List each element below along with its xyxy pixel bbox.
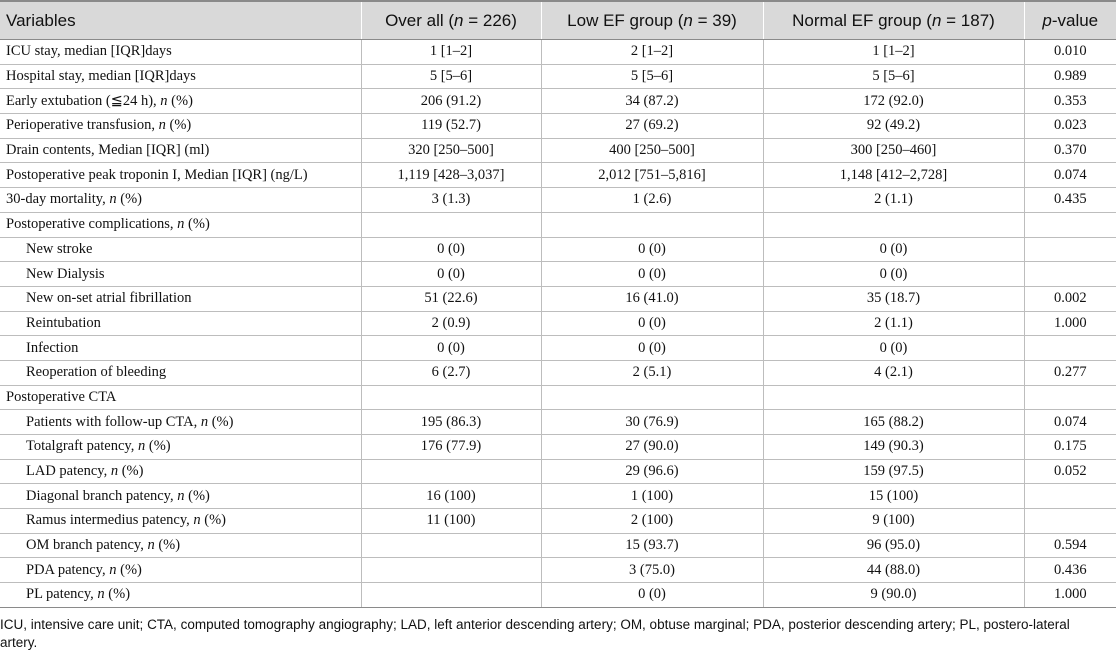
cell-pvalue: [1024, 336, 1116, 361]
cell-normal-ef: 9 (90.0): [763, 583, 1024, 608]
cell-overall: 206 (91.2): [361, 89, 541, 114]
cell-pvalue: [1024, 385, 1116, 410]
table-row: [0, 138, 1116, 163]
cell-normal-ef: 9 (100): [763, 509, 1024, 534]
cell-pvalue: 0.175: [1024, 435, 1116, 460]
cell-pvalue: 0.436: [1024, 558, 1116, 583]
cell-low-ef: 34 (87.2): [541, 89, 763, 114]
cell-low-ef: 27 (90.0): [541, 435, 763, 460]
cell-pvalue: 0.052: [1024, 459, 1116, 484]
cell-overall: 0 (0): [361, 336, 541, 361]
cell-pvalue: [1024, 212, 1116, 237]
cell-pvalue: 1.000: [1024, 583, 1116, 608]
table-row: [0, 311, 1116, 336]
cell-pvalue: 0.010: [1024, 40, 1116, 65]
cell-low-ef: 2 (5.1): [541, 360, 763, 385]
cell-overall: 0 (0): [361, 237, 541, 262]
cell-overall: 320 [250–500]: [361, 138, 541, 163]
table-row: [0, 459, 1116, 484]
cell-pvalue: 0.002: [1024, 286, 1116, 311]
table-row: [0, 484, 1116, 509]
cell-overall: 119 (52.7): [361, 114, 541, 139]
cell-overall: 11 (100): [361, 509, 541, 534]
table-row: [0, 336, 1116, 361]
cell-normal-ef: 1 [1–2]: [763, 40, 1024, 65]
row-label: 30-day mortality, n (%): [0, 188, 361, 213]
cell-overall: 5 [5–6]: [361, 64, 541, 89]
table-row: [0, 114, 1116, 139]
cell-overall: 2 (0.9): [361, 311, 541, 336]
cell-overall: [361, 385, 541, 410]
cell-normal-ef: 0 (0): [763, 237, 1024, 262]
table-row: [0, 385, 1116, 410]
header-low-ef: Low EF group (n = 39): [541, 1, 763, 40]
cell-low-ef: 2 [1–2]: [541, 40, 763, 65]
row-label: New on-set atrial fibrillation: [0, 286, 361, 311]
row-label: Drain contents, Median [IQR] (ml): [0, 138, 361, 163]
table-row: [0, 360, 1116, 385]
row-label: Postoperative complications, n (%): [0, 212, 361, 237]
table-row: [0, 509, 1116, 534]
cell-low-ef: 2,012 [751–5,816]: [541, 163, 763, 188]
cell-overall: [361, 583, 541, 608]
cell-normal-ef: 1,148 [412–2,728]: [763, 163, 1024, 188]
row-label: Postoperative CTA: [0, 385, 361, 410]
cell-pvalue: 1.000: [1024, 311, 1116, 336]
cell-normal-ef: 44 (88.0): [763, 558, 1024, 583]
cell-overall: 0 (0): [361, 262, 541, 287]
row-label: Perioperative transfusion, n (%): [0, 114, 361, 139]
cell-normal-ef: 165 (88.2): [763, 410, 1024, 435]
cell-low-ef: 30 (76.9): [541, 410, 763, 435]
row-label: PDA patency, n (%): [0, 558, 361, 583]
cell-pvalue: 0.435: [1024, 188, 1116, 213]
cell-low-ef: 0 (0): [541, 262, 763, 287]
cell-normal-ef: 4 (2.1): [763, 360, 1024, 385]
header-overall: Over all (n = 226): [361, 1, 541, 40]
cell-normal-ef: 92 (49.2): [763, 114, 1024, 139]
cell-low-ef: 5 [5–6]: [541, 64, 763, 89]
cell-pvalue: 0.074: [1024, 410, 1116, 435]
table-row: [0, 286, 1116, 311]
cell-low-ef: 0 (0): [541, 583, 763, 608]
row-label: Ramus intermedius patency, n (%): [0, 509, 361, 534]
cell-overall: 176 (77.9): [361, 435, 541, 460]
table-row: [0, 262, 1116, 287]
cell-overall: 1 [1–2]: [361, 40, 541, 65]
header-pvalue: p-value: [1024, 1, 1116, 40]
cell-overall: 3 (1.3): [361, 188, 541, 213]
cell-pvalue: 0.989: [1024, 64, 1116, 89]
header-row: [0, 1, 1116, 40]
row-label: New Dialysis: [0, 262, 361, 287]
cell-normal-ef: 0 (0): [763, 336, 1024, 361]
table-footnote: ICU, intensive care unit; CTA, computed tomography angiography; LAD, left anterior descending artery; OM, obtuse marginal; PDA, posterior descending artery; PL, postero-lateral artery.: [0, 617, 1070, 650]
cell-low-ef: [541, 385, 763, 410]
cell-overall: [361, 533, 541, 558]
cell-overall: 6 (2.7): [361, 360, 541, 385]
cell-low-ef: 400 [250–500]: [541, 138, 763, 163]
cell-overall: 195 (86.3): [361, 410, 541, 435]
cell-low-ef: 1 (100): [541, 484, 763, 509]
cell-pvalue: [1024, 262, 1116, 287]
row-label: Hospital stay, median [IQR]days: [0, 64, 361, 89]
cell-pvalue: 0.594: [1024, 533, 1116, 558]
cell-pvalue: [1024, 509, 1116, 534]
cell-overall: [361, 558, 541, 583]
row-label: LAD patency, n (%): [0, 459, 361, 484]
cell-low-ef: 15 (93.7): [541, 533, 763, 558]
table-row: [0, 89, 1116, 114]
table-row: [0, 237, 1116, 262]
table-row: [0, 410, 1116, 435]
cell-normal-ef: 5 [5–6]: [763, 64, 1024, 89]
row-label: PL patency, n (%): [0, 583, 361, 608]
cell-low-ef: 27 (69.2): [541, 114, 763, 139]
row-label: Postoperative peak troponin I, Median [IQR] (ng/L): [0, 163, 361, 188]
cell-normal-ef: 96 (95.0): [763, 533, 1024, 558]
row-label: Patients with follow-up CTA, n (%): [0, 410, 361, 435]
cell-low-ef: [541, 212, 763, 237]
cell-low-ef: 0 (0): [541, 336, 763, 361]
cell-normal-ef: [763, 385, 1024, 410]
table-body: [0, 40, 1116, 608]
cell-overall: [361, 459, 541, 484]
cell-normal-ef: 0 (0): [763, 262, 1024, 287]
cell-pvalue: [1024, 237, 1116, 262]
row-label: Reoperation of bleeding: [0, 360, 361, 385]
cell-normal-ef: 159 (97.5): [763, 459, 1024, 484]
row-label: Totalgraft patency, n (%): [0, 435, 361, 460]
row-label: Early extubation (≦24 h), n (%): [0, 89, 361, 114]
cell-overall: 1,119 [428–3,037]: [361, 163, 541, 188]
cell-pvalue: 0.353: [1024, 89, 1116, 114]
table-row: [0, 188, 1116, 213]
cell-low-ef: 2 (100): [541, 509, 763, 534]
cell-normal-ef: 149 (90.3): [763, 435, 1024, 460]
table-row: [0, 64, 1116, 89]
cell-overall: [361, 212, 541, 237]
cell-low-ef: 1 (2.6): [541, 188, 763, 213]
cell-pvalue: 0.370: [1024, 138, 1116, 163]
cell-overall: 51 (22.6): [361, 286, 541, 311]
cell-low-ef: 16 (41.0): [541, 286, 763, 311]
cell-low-ef: 0 (0): [541, 237, 763, 262]
row-label: OM branch patency, n (%): [0, 533, 361, 558]
table-row: [0, 163, 1116, 188]
row-label: Infection: [0, 336, 361, 361]
table-row: [0, 533, 1116, 558]
cell-normal-ef: 172 (92.0): [763, 89, 1024, 114]
cell-pvalue: 0.074: [1024, 163, 1116, 188]
cell-pvalue: [1024, 484, 1116, 509]
row-label: Diagonal branch patency, n (%): [0, 484, 361, 509]
cell-pvalue: 0.277: [1024, 360, 1116, 385]
table-row: [0, 435, 1116, 460]
cell-normal-ef: [763, 212, 1024, 237]
cell-low-ef: 3 (75.0): [541, 558, 763, 583]
row-label: Reintubation: [0, 311, 361, 336]
table-row: [0, 212, 1116, 237]
cell-pvalue: 0.023: [1024, 114, 1116, 139]
cell-low-ef: 29 (96.6): [541, 459, 763, 484]
row-label: ICU stay, median [IQR]days: [0, 40, 361, 65]
cell-normal-ef: 2 (1.1): [763, 311, 1024, 336]
table-row: [0, 583, 1116, 608]
header-variables: Variables: [0, 1, 361, 40]
table-row: [0, 558, 1116, 583]
cell-normal-ef: 15 (100): [763, 484, 1024, 509]
header-normal-ef: Normal EF group (n = 187): [763, 1, 1024, 40]
cell-normal-ef: 35 (18.7): [763, 286, 1024, 311]
cell-low-ef: 0 (0): [541, 311, 763, 336]
cell-normal-ef: 300 [250–460]: [763, 138, 1024, 163]
cell-overall: 16 (100): [361, 484, 541, 509]
cell-normal-ef: 2 (1.1): [763, 188, 1024, 213]
row-label: New stroke: [0, 237, 361, 262]
table-row: [0, 40, 1116, 65]
